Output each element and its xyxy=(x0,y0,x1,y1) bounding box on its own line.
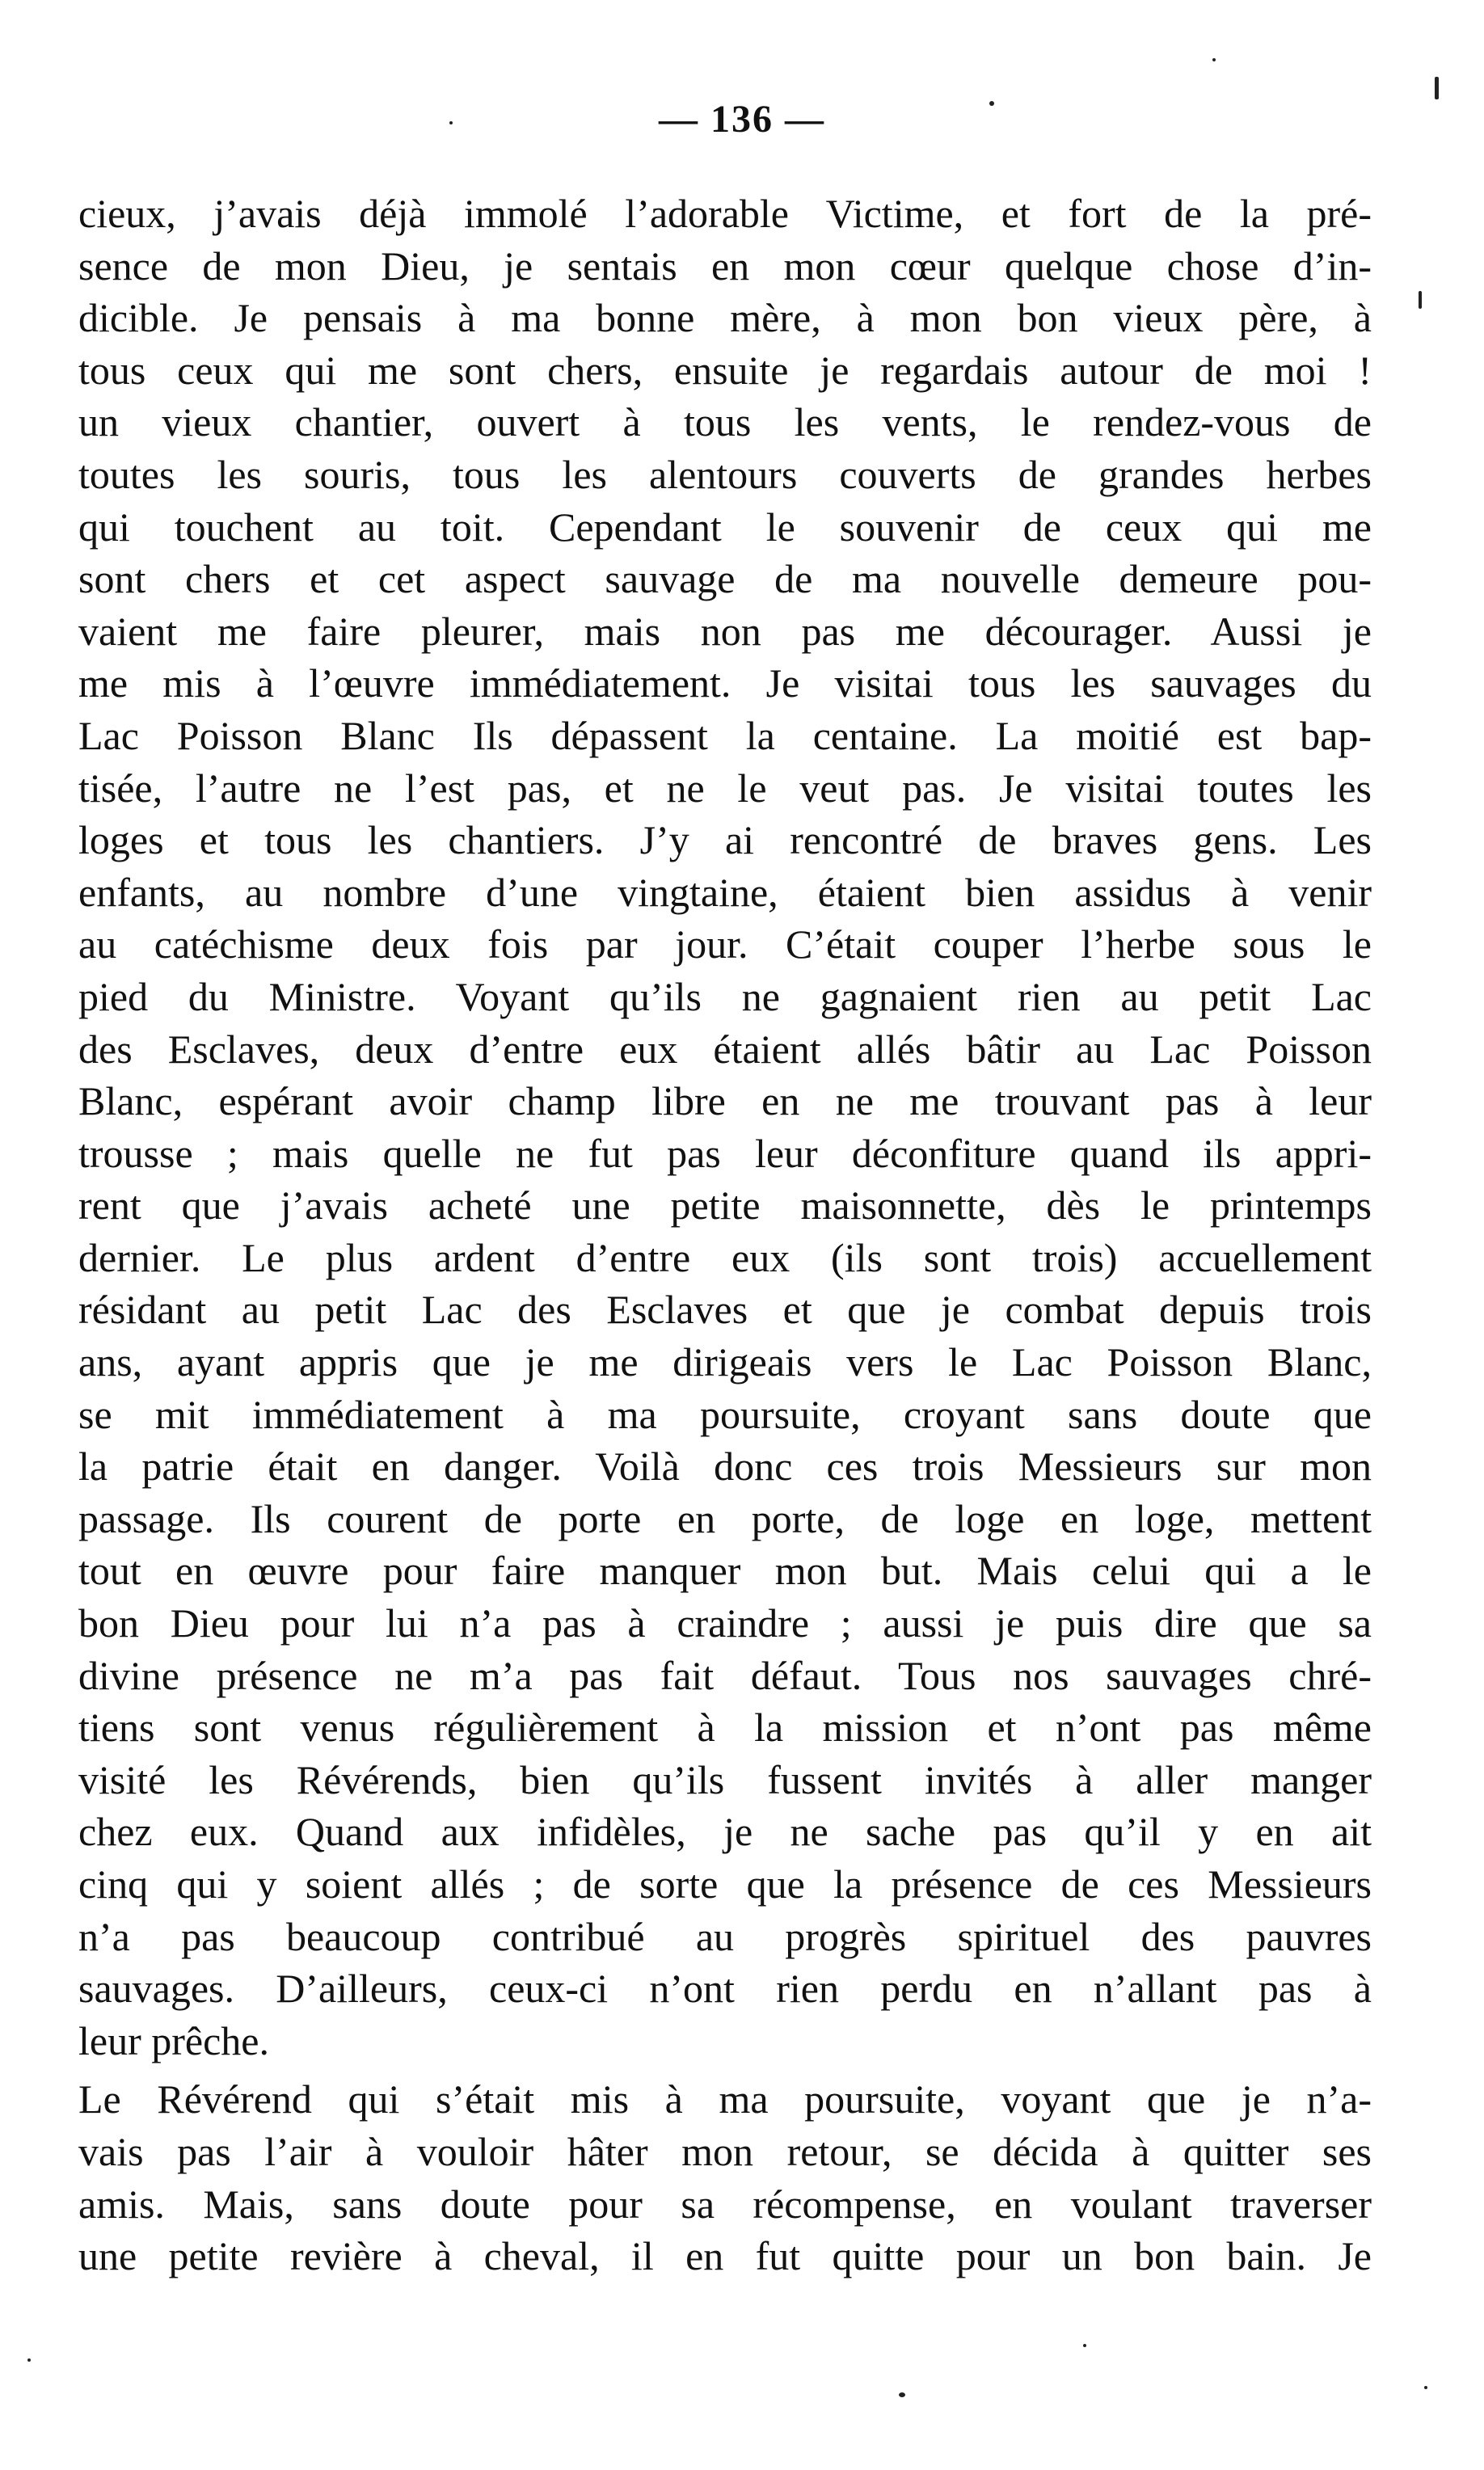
text-line: sont chers et cet aspect sauvage de ma nouvelle demeure pou- xyxy=(78,556,1372,602)
text-line: un vieux chantier, ouvert à tous les vents, le rendez-vous de xyxy=(78,399,1372,445)
text-line: chez eux. Quand aux infidèles, je ne sache pas qu’il y en ait xyxy=(78,1809,1372,1855)
text-line: cinq qui y soient allés ; de sorte que la présence de ces Messieurs xyxy=(78,1861,1372,1907)
text-line: visité les Révérends, bien qu’ils fussent invités à aller manger xyxy=(78,1756,1372,1802)
text-line: tisée, l’autre ne l’est pas, et ne le veut pas. Je visitai toutes les xyxy=(78,765,1372,811)
text-line: rent que j’avais acheté une petite maisonnette, dès le printemps xyxy=(78,1182,1372,1229)
text-line: ans, ayant appris que je me dirigeais vers le Lac Poisson Blanc, xyxy=(78,1339,1372,1385)
text-line: vais pas l’air à vouloir hâter mon retour, se décida à quitter ses xyxy=(78,2128,1372,2174)
text-line: amis. Mais, sans doute pour sa récompense, en voulant traverser xyxy=(78,2181,1372,2227)
scan-speck xyxy=(449,121,453,124)
paragraph xyxy=(78,188,1372,2067)
text-line: pied du Ministre. Voyant qu’ils ne gagnaient rien au petit Lac xyxy=(78,973,1372,1019)
text-line: dicible. Je pensais à ma bonne mère, à mon bon vieux père, à xyxy=(78,295,1372,341)
text-line: tous ceux qui me sont chers, ensuite je regardais autour de moi ! xyxy=(78,347,1372,393)
text-line: n’a pas beaucoup contribué au progrès spirituel des pauvres xyxy=(78,1913,1372,1959)
text-line: bon Dieu pour lui n’a pas à craindre ; aussi je puis dire que sa xyxy=(78,1600,1372,1646)
scan-speck xyxy=(1212,58,1216,61)
paragraph-gap xyxy=(78,2067,1372,2073)
paragraph xyxy=(78,2073,1372,2282)
scan-speck xyxy=(27,2358,31,2362)
text-line: une petite revière à cheval, il en fut quitte pour un bon bain. Je xyxy=(78,2233,1372,2279)
text-line: qui touchent au toit. Cependant le souvenir de ceux qui me xyxy=(78,504,1372,550)
text-line: trousse ; mais quelle ne fut pas leur déconfiture quand ils appri- xyxy=(78,1130,1372,1176)
text-line: cieux, j’avais déjà immolé l’adorable Victime, et fort de la pré- xyxy=(78,191,1372,236)
scan-speck xyxy=(1435,77,1439,99)
text-line: loges et tous les chantiers. J’y ai rencontré de braves gens. Les xyxy=(78,817,1372,863)
scan-speck xyxy=(1083,2344,1086,2347)
text-line: tiens sont venus régulièrement à la mission et n’ont pas même xyxy=(78,1705,1372,1751)
scan-speck xyxy=(1419,291,1422,309)
text-line: Le Révérend qui s’était mis à ma poursuite, voyant que je n’a- xyxy=(78,2076,1372,2122)
text-line: résidant au petit Lac des Esclaves et que je combat depuis trois xyxy=(78,1287,1372,1333)
scan-speck xyxy=(899,2392,905,2397)
text-line: passage. Ils courent de porte en porte, de loge en loge, mettent xyxy=(78,1495,1372,1541)
text-line: me mis à l’œuvre immédiatement. Je visitai tous les sauvages du xyxy=(78,660,1372,706)
scan-speck xyxy=(989,101,994,106)
text-line: se mit immédiatement à ma poursuite, croyant sans doute que xyxy=(78,1391,1372,1437)
text-line: toutes les souris, tous les alentours couverts de grandes herbes xyxy=(78,451,1372,497)
text-line: Blanc, espérant avoir champ libre en ne me trouvant pas à leur xyxy=(78,1078,1372,1124)
scan-speck xyxy=(1424,2386,1427,2389)
body-text xyxy=(78,188,1372,2282)
text-line: Lac Poisson Blanc Ils dépassent la centaine. La moitié est bap- xyxy=(78,712,1372,758)
text-line: vaient me faire pleurer, mais non pas me décourager. Aussi je xyxy=(78,608,1372,654)
text-line: sence de mon Dieu, je sentais en mon cœur quelque chose d’in- xyxy=(78,242,1372,289)
text-line: sauvages. D’ailleurs, ceux-ci n’ont rien perdu en n’allant pas à xyxy=(78,1966,1372,2012)
text-line: dernier. Le plus ardent d’entre eux (ils sont trois) accuellement xyxy=(78,1234,1372,1280)
text-line: divine présence ne m’a pas fait défaut. Tous nos sauvages chré- xyxy=(78,1652,1372,1698)
text-line: au catéchisme deux fois par jour. C’était couper l’herbe sous le xyxy=(78,921,1372,967)
page-number: — 136 — xyxy=(659,98,825,141)
text-line: tout en œuvre pour faire manquer mon but. Mais celui qui a le xyxy=(78,1548,1372,1594)
text-line: enfants, au nombre d’une vingtaine, étaient bien assidus à venir xyxy=(78,869,1372,915)
text-line: leur prêche. xyxy=(78,2017,269,2063)
text-line: la patrie était en danger. Voilà donc ces trois Messieurs sur mon xyxy=(78,1444,1372,1490)
text-line: des Esclaves, deux d’entre eux étaient allés bâtir au Lac Poisson xyxy=(78,1026,1372,1072)
